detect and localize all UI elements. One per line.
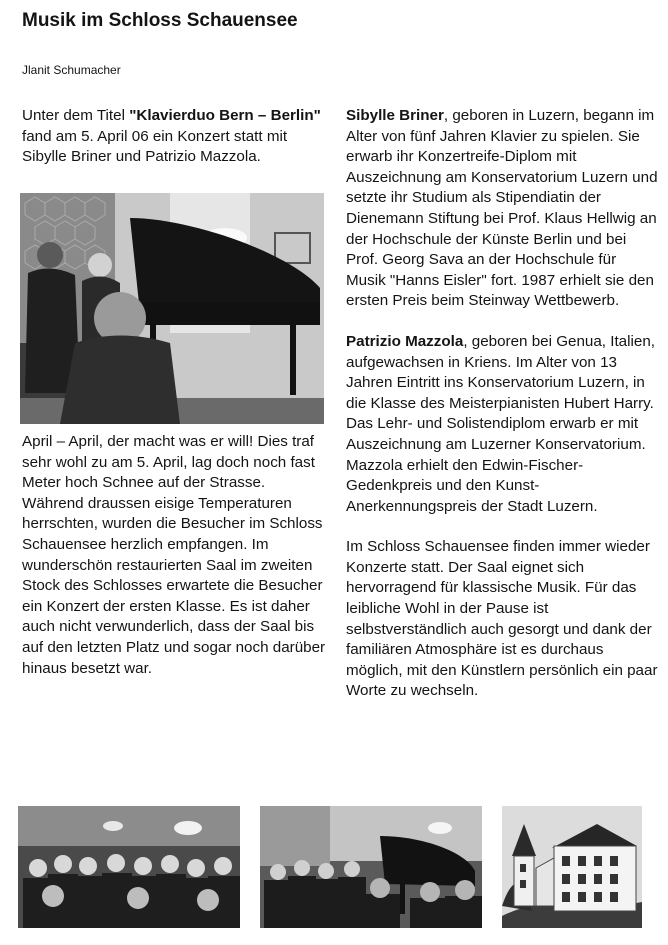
- intro-column: [22, 106, 327, 168]
- report-column: [22, 432, 327, 679]
- article-author: Jlanit Schumacher: [22, 63, 121, 77]
- briner-text: , geboren in Luzern, begann im Alter von fünf Jahren Klavier zu spielen. Sie erwarb ihr Konzertreife-Diplom mit Auszeichnung am Konservatorium Luzern und setzte ihr Studium als Stipendiatin der Dienemann Stiftung bei Prof. Klaus Hellwig an der Hochschule der Künste Berlin und bei Prof. Georg Sava an der Hochschule für Musik "Hanns Eisler" fort. 1987 erhielt sie den ersten Preis beim Steinway Wettbewerb.: [346, 107, 658, 310]
- mazzola-paragraph: [346, 332, 658, 517]
- biography-column: [346, 106, 658, 702]
- briner-paragraph: [346, 106, 658, 312]
- concert-photo-piano: [20, 193, 324, 424]
- briner-name: Sibylle Briner: [346, 107, 444, 124]
- mazzola-text: , geboren bei Genua, Italien, aufgewachsen in Kriens. Im Alter von 13 Jahren Eintritt ins Konservatorium Luzern, in die Klasse des Meisterpianisten Hubert Harry. Das Lehr- und Solistendiplom erwarb er mit Auszeichnung am Luzerner Konservatorium. Mazzola erhielt den Edwin-Fischer-Gedenkpreis und den Kunst-Anerkennungspreis der Stadt Luzern.: [346, 332, 655, 515]
- castle-photo: [502, 806, 642, 928]
- audience-photo-2: [260, 806, 482, 928]
- report-paragraph: April – April, der macht was er will! Dies traf sehr wohl zu am 5. April, lag doch noch fast Meter hoch Schnee auf der Strasse. Während draussen eisige Temperaturen herrschten, wurden die Besucher im Schloss Schauensee herzlich empfangen. Im wunderschön restaurierten Saal im zweiten Stock des Schlosses erwartete die Besucher ein Konzert der ersten Klasse. Es ist daher auch nicht verwunderlich, dass der Saal bis auf den letzten Platz und sogar noch darüber hinaus besetzt war.: [22, 433, 326, 677]
- mazzola-name: Patrizio Mazzola: [346, 332, 464, 350]
- concert-title: "Klavierduo Bern – Berlin": [129, 107, 321, 124]
- intro-paragraph: [22, 106, 327, 168]
- intro-text-a: Unter dem Titel: [22, 107, 130, 124]
- audience-photo-1: [18, 806, 240, 928]
- intro-text-b: fand am 5. April 06 ein Konzert statt mit Sibylle Briner und Patrizio Mazzola.: [22, 127, 288, 166]
- article-title: Musik im Schloss Schauensee: [22, 10, 298, 31]
- closing-paragraph: Im Schloss Schauensee finden immer wieder Konzerte statt. Der Saal eignet sich hervorragend für klassische Musik. Für das leibliche Wohl in der Pause ist selbstverständlich auch gesorgt und dank der familiären Atmosphäre ist es durchaus möglich, mit den Künstlern persönlich ein paar Worte zu wechseln.: [346, 538, 658, 700]
